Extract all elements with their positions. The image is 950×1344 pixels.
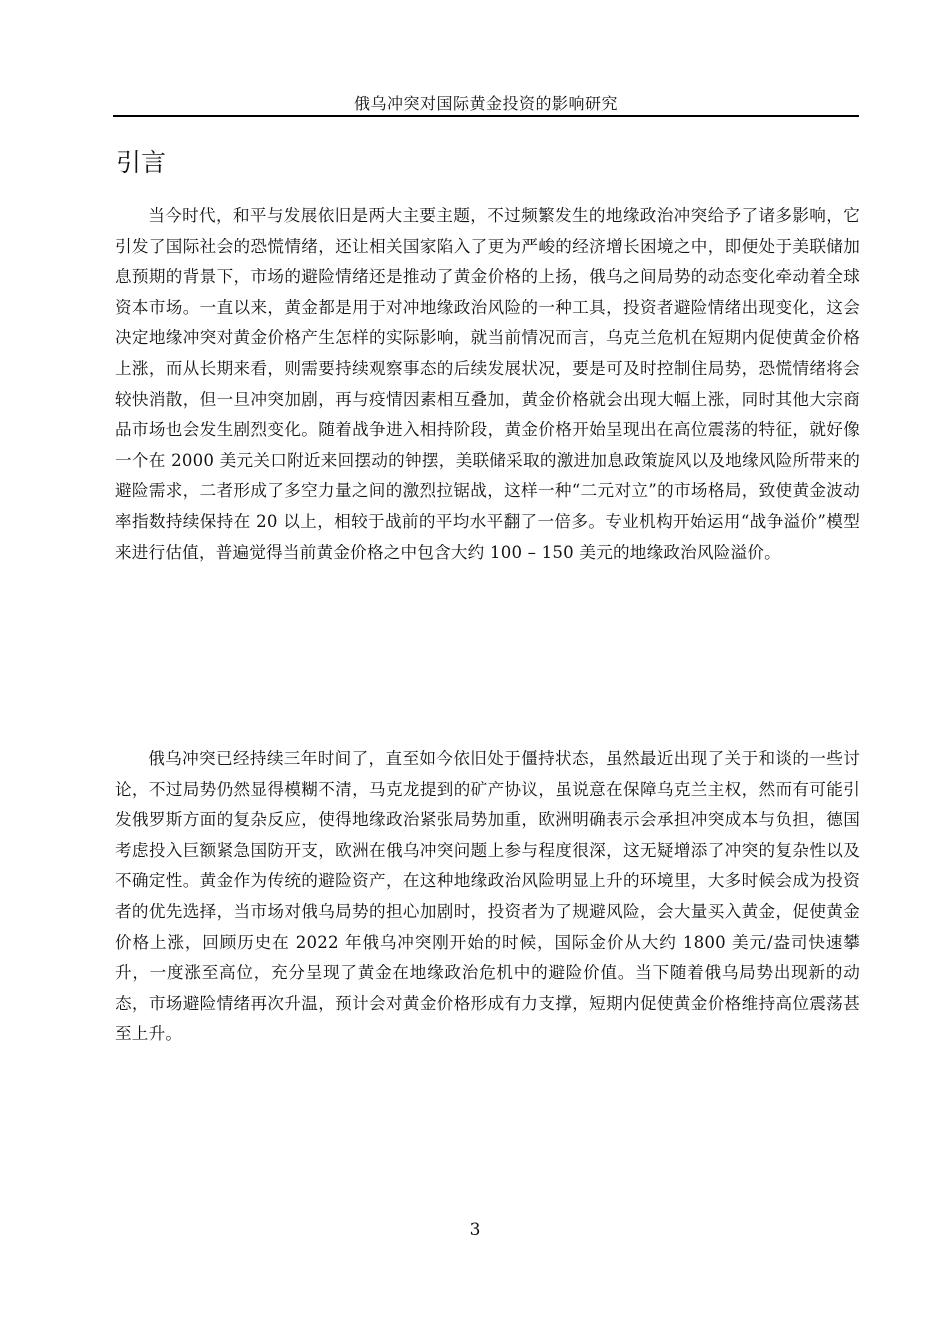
page-number: 3 xyxy=(469,1220,481,1240)
running-header-title: 俄乌冲突对国际黄金投资的影响研究 xyxy=(353,94,618,113)
body-paragraph-1: 当今时代，和平与发展依旧是两大主要主题，不过频繁发生的地缘政治冲突给予了诸多影响，它引发了国际社会的恐慌情绪，还让相关国家陷入了更为严峻的经济增长困境之中，即便处于美联储加息预期的背景下，市场的避险情绪还是推动了黄金价格的上扬，俄乌之间局势的动态变化牵动着全球资本市场。一直以来，黄金都是用于对冲地缘政治风险的一种工具，投资者避险情绪出现变化，这会决定地缘冲突对黄金价格产生怎样的实际影响，就当前情况而言，乌克兰危机在短期内促使黄金价格上涨，而从长期来看，则需要持续观察事态的后续发展状况，要是可及时控制住局势，恐慌情绪将会较快消散，但一旦冲突加剧，再与疫情因素相互叠加，黄金价格就会出现大幅上涨，同时其他大宗商品市场也会发生剧烈变化。随着战争进入相持阶段，黄金价格开始呈现出在高位震荡的特征，就好像一个在 2000 美元关口附近来回摆动的钟摆，美联储采取的激进加息政策旋风以及地缘风险所带来的避险需求，二者形成了多空力量之间的激烈拉锯战，这样一种“二元对立”的市场格局，致使黄金波动率指数持续保持在 20 以上，相较于战前的平均水平翻了一倍多。专业机构开始运用“战争溢价”模型来进行估值，普遍觉得当前黄金价格之中包含大约 100 – 150 美元的地缘政治风险溢价。 xyxy=(115,206,860,562)
header-divider xyxy=(113,115,859,117)
section-title: 引言 xyxy=(116,148,167,177)
body-paragraph-2: 俄乌冲突已经持续三年时间了，直至如今依旧处于僵持状态，虽然最近出现了关于和谈的一些讨论，不过局势仍然显得模糊不清，马克龙提到的矿产协议，虽说意在保障乌克兰主权，然而有可能引发俄罗斯方面的复杂反应，使得地缘政治紧张局势加重，欧洲明确表示会承担冲突成本与负担，德国考虑投入巨额紧急国防开支，欧洲在俄乌冲突问题上参与程度很深，这无疑增添了冲突的复杂性以及不确定性。黄金作为传统的避险资产，在这种地缘政治风险明显上升的环境里，大多时候会成为投资者的优先选择，当市场对俄乌局势的担心加剧时，投资者为了规避风险，会大量买入黄金，促使黄金价格上涨，回顾历史在 2022 年俄乌冲突刚开始的时候，国际金价从大约 1800 美元/盎司快速攀升，一度涨至高位，充分呈现了黄金在地缘政治危机中的避险价值。当下随着俄乌局势出现新的动态，市场避险情绪再次升温，预计会对黄金价格形成有力支撑，短期内促使黄金价格维持高位震荡甚至上升。 xyxy=(115,749,860,1044)
